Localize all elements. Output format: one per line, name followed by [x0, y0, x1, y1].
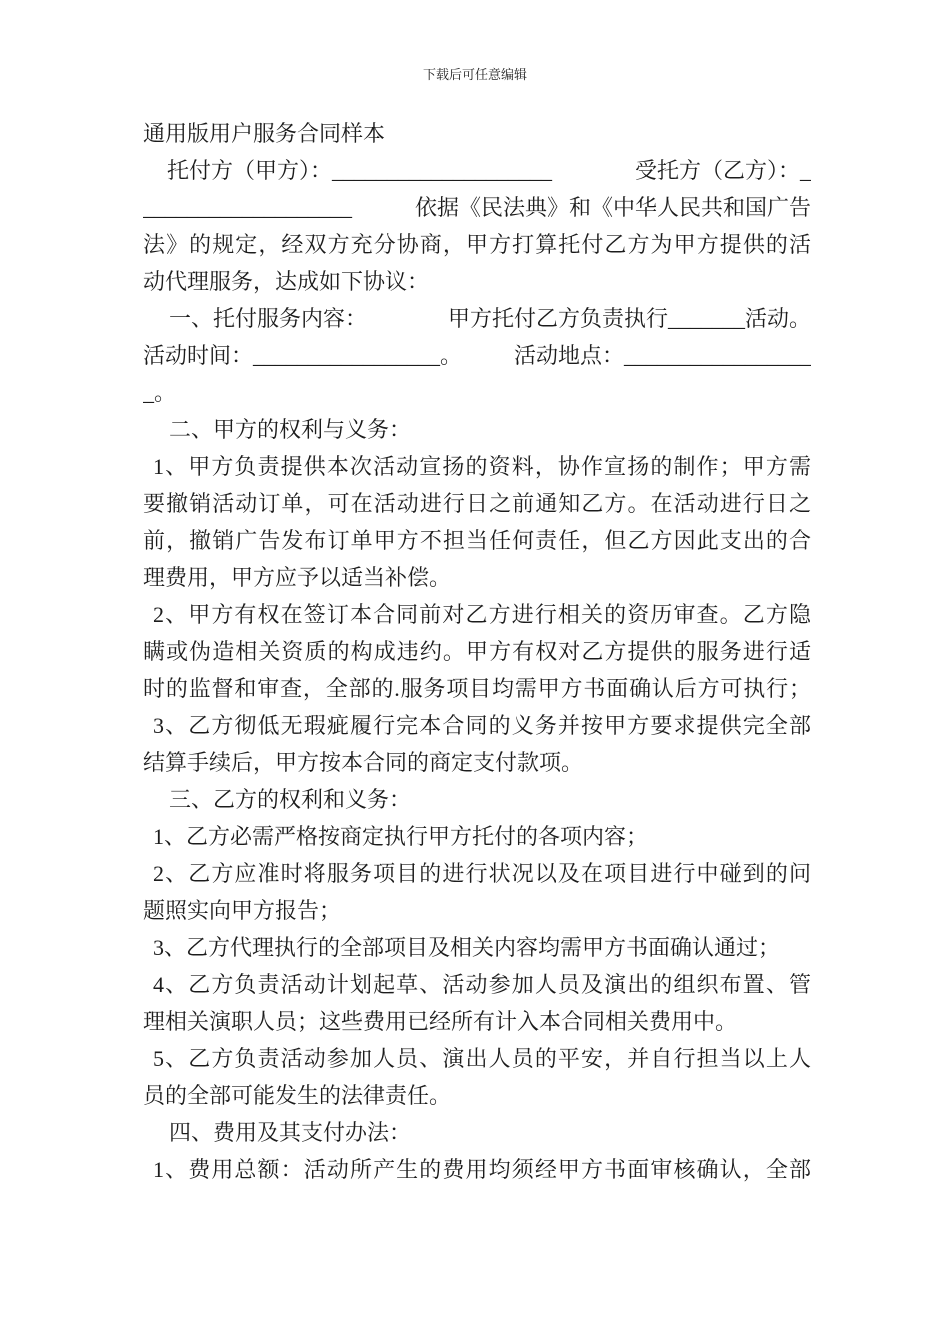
doc-line: 3、乙方彻低无瑕疵履行完本合同的义务并按甲方要求提供完全部 — [153, 713, 811, 738]
doc-line: 3、乙方代理执行的全部项目及相关内容均需甲方书面确认通过； — [153, 935, 781, 960]
editable-watermark-note: 下载后可任意编辑 — [422, 67, 527, 82]
line-right-segment: 活动地点：_________________ — [513, 343, 811, 368]
doc-line: _。 — [143, 380, 177, 405]
doc-line: 法》的规定，经双方充分协商，甲方打算托付乙方为甲方提供的活 — [143, 232, 811, 257]
doc-line: 1、乙方必需严格按商定执行甲方托付的各项内容； — [153, 824, 649, 849]
section-4-heading: 四、费用及其支付办法： — [169, 1120, 412, 1145]
line-right-segment: 受托方（乙方）：_ — [634, 158, 811, 183]
line-left-segment: 活动时间：_________________。 — [143, 343, 463, 368]
doc-line: 2、乙方应准时将服务项目的进行状况以及在项目进行中碰到的问 — [153, 861, 811, 886]
doc-line: 5、乙方负责活动参加人员、演出人员的平安，并自行担当以上人 — [153, 1046, 811, 1071]
contract-body — [143, 115, 811, 1188]
doc-line: 时的监督和审查，全部的.服务项目均需甲方书面确认后方可执行； — [143, 676, 811, 701]
doc-line: 瞒或伪造相关资质的构成违约。甲方有权对乙方提供的服务进行适 — [143, 639, 811, 664]
section-3-heading: 三、乙方的权利和义务： — [169, 787, 412, 812]
doc-line: 理相关演职人员；这些费用已经所有计入本合同相关费用中。 — [143, 1009, 738, 1034]
section-1-line — [143, 300, 811, 337]
doc-line: 员的全部可能发生的法律责任。 — [143, 1083, 452, 1108]
doc-line: 4、乙方负责活动计划起草、活动参加人员及演出的组织布置、管 — [153, 972, 811, 997]
activity-time-place-line — [143, 337, 811, 374]
doc-line: 1、费用总额：活动所产生的费用均须经甲方书面审核确认，全部 — [153, 1157, 811, 1182]
doc-line: 1、甲方负责提供本次活动宣扬的资料，协作宣扬的制作；甲方需 — [153, 454, 811, 479]
line-left-segment: ___________________ — [143, 195, 352, 220]
doc-line: 2、甲方有权在签订本合同前对乙方进行相关的资历审查。乙方隐 — [153, 602, 811, 627]
line-right-segment: 依据《民法典》和《中华人民共和国广告 — [414, 195, 811, 220]
section-2-heading: 二、甲方的权利与义务： — [169, 417, 412, 442]
doc-line: 题照实向甲方报告； — [143, 898, 342, 923]
party-line — [143, 152, 811, 189]
line-right-segment: 甲方托付乙方负责执行_______活动。 — [447, 306, 811, 331]
doc-line: 要撤销活动订单，可在活动进行日之前通知乙方。在活动进行日之 — [143, 491, 811, 516]
doc-line: 结算手续后，甲方按本合同的商定支付款项。 — [143, 750, 584, 775]
party-blank-line — [143, 189, 811, 226]
document-title: 通用版用户服务合同样本 — [143, 121, 386, 146]
line-left-segment: 一、托付服务内容： — [169, 306, 368, 331]
line-left-segment: 托付方（甲方）：____________________ — [167, 158, 553, 183]
doc-line: 动代理服务，达成如下协议： — [143, 269, 430, 294]
doc-line: 前，撤销广告发布订单甲方不担当任何责任，但乙方因此支出的合 — [143, 528, 811, 553]
doc-line: 理费用，甲方应予以适当补偿。 — [143, 565, 452, 590]
